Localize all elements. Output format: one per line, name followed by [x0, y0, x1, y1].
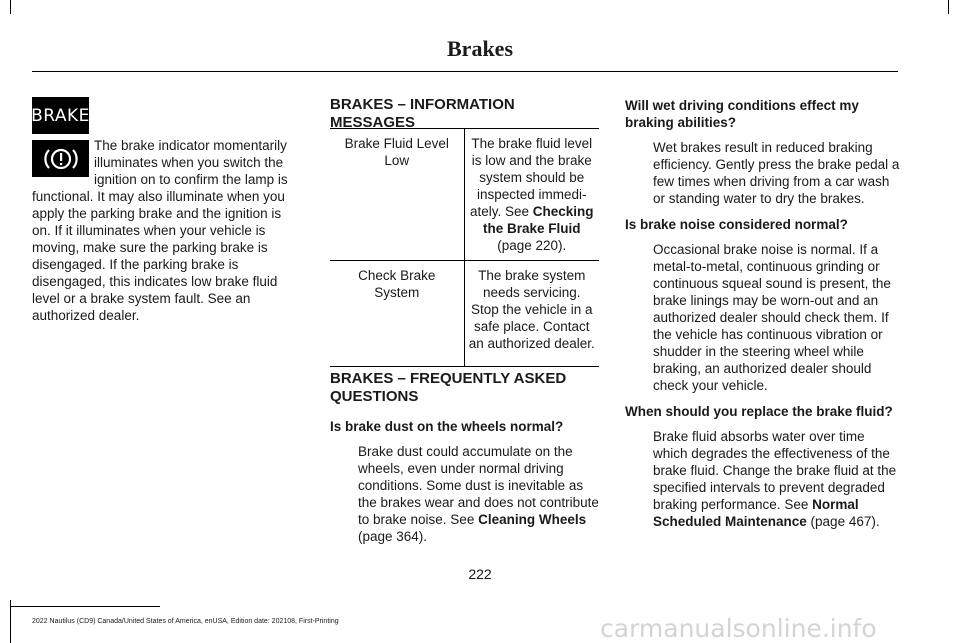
faq-item [625, 97, 900, 207]
page-title: Brakes [447, 36, 513, 61]
crop-mark-right [948, 0, 949, 14]
answer-page: (page 364). [358, 529, 428, 544]
desc-text: The brake fluid level is low and the brake system should be inspected immedi-ately. See [469, 136, 593, 219]
crop-mark-left [10, 0, 11, 14]
desc-text: The brake system needs servicing. Stop the vehicle in a safe place. Contact an authorized dealer. [468, 268, 595, 351]
section-heading: BRAKES – INFORMATION MESSAGES [330, 96, 515, 131]
answer-text: Brake dust could accumulate on the wheels, even under normal driving conditions. Some dust is inevitable as the brakes wear and does not contribute to brake noise. See [358, 444, 599, 527]
description-cell [464, 129, 599, 261]
brake-icon-text: BRAKE [31, 105, 90, 126]
brake-indicator-text [32, 137, 302, 324]
page-number: 222 [468, 566, 492, 582]
faq-question: Is brake noise considered normal? [625, 217, 848, 232]
faq-item [625, 216, 900, 394]
message-cell: Brake Fluid Level Low [330, 129, 464, 261]
desc-page: (page 220). [497, 238, 567, 253]
message-cell: Check Brake System [330, 261, 464, 367]
header-rule [32, 71, 898, 72]
brake-warning-icon [32, 97, 89, 134]
faq-answer [330, 443, 600, 545]
info-messages-heading [330, 96, 600, 132]
cleaning-wheels-link[interactable]: Cleaning Wheels [478, 512, 587, 527]
faq-heading: BRAKES – FREQUENTLY ASKED QUESTIONS [330, 370, 567, 405]
footer-edition: 2022 Nautilus (CD9) Canada/United States of America, enUSA, Edition date: 202108, First-Printing [32, 618, 339, 625]
watermark: carmanualsonline.info [600, 614, 877, 643]
faq-continued [625, 97, 900, 539]
crop-mark-bottom-rule [10, 606, 160, 607]
faq-question: Is brake dust on the wheels normal? [330, 419, 564, 434]
faq-answer [625, 428, 900, 530]
table-row [330, 261, 599, 367]
checking-brake-fluid-link[interactable]: Checking the Brake Fluid [482, 204, 594, 236]
indent-line-3: ignition on to confirm the lamp is [94, 172, 288, 187]
indent-line-2: illuminates when you switch the [94, 155, 284, 170]
faq-answer: Wet brakes result in reduced braking efficiency. Gently press the brake pedal a few times when driving from a car wash or standing water to dry the brakes. [653, 140, 900, 206]
faq-question: When should you replace the brake fluid? [625, 404, 893, 419]
table-row [330, 129, 599, 261]
indent-line-1: The brake indicator momentarily [94, 138, 287, 153]
faq-body [330, 418, 600, 545]
description-cell [464, 261, 599, 367]
answer-text: Brake fluid absorbs water over time which degrades the effectiveness of the brake fluid. Change the brake fluid at the specified intervals to prevent degraded braking performance. See [653, 429, 897, 512]
faq-question: Will wet driving conditions effect my braking abilities? [625, 98, 859, 130]
faq-answer: Occasional brake noise is normal. If a metal-to-metal, continuous grinding or continuous squeal sound is present, the brake linings may be worn-out and an authorized dealer should check them. If the vehicle has continuous vibration or shudder in the steering wheel while braking, an authorized dealer should check your vehicle. [653, 242, 891, 393]
info-messages-table [330, 128, 599, 367]
answer-page: (page 467). [806, 514, 880, 529]
faq-item [625, 403, 900, 530]
indicator-body: functional. It may also illuminate when you apply the parking brake and the ignition is on. If it illuminates when your vehicle is moving, make sure the parking brake is disengaged. If the parking brake is disengaged, this indicates low brake fluid level or a brake system fault. See an authorized dealer. [32, 189, 285, 323]
scheduled-maintenance-link[interactable]: Normal Scheduled Maintenance [653, 497, 859, 529]
